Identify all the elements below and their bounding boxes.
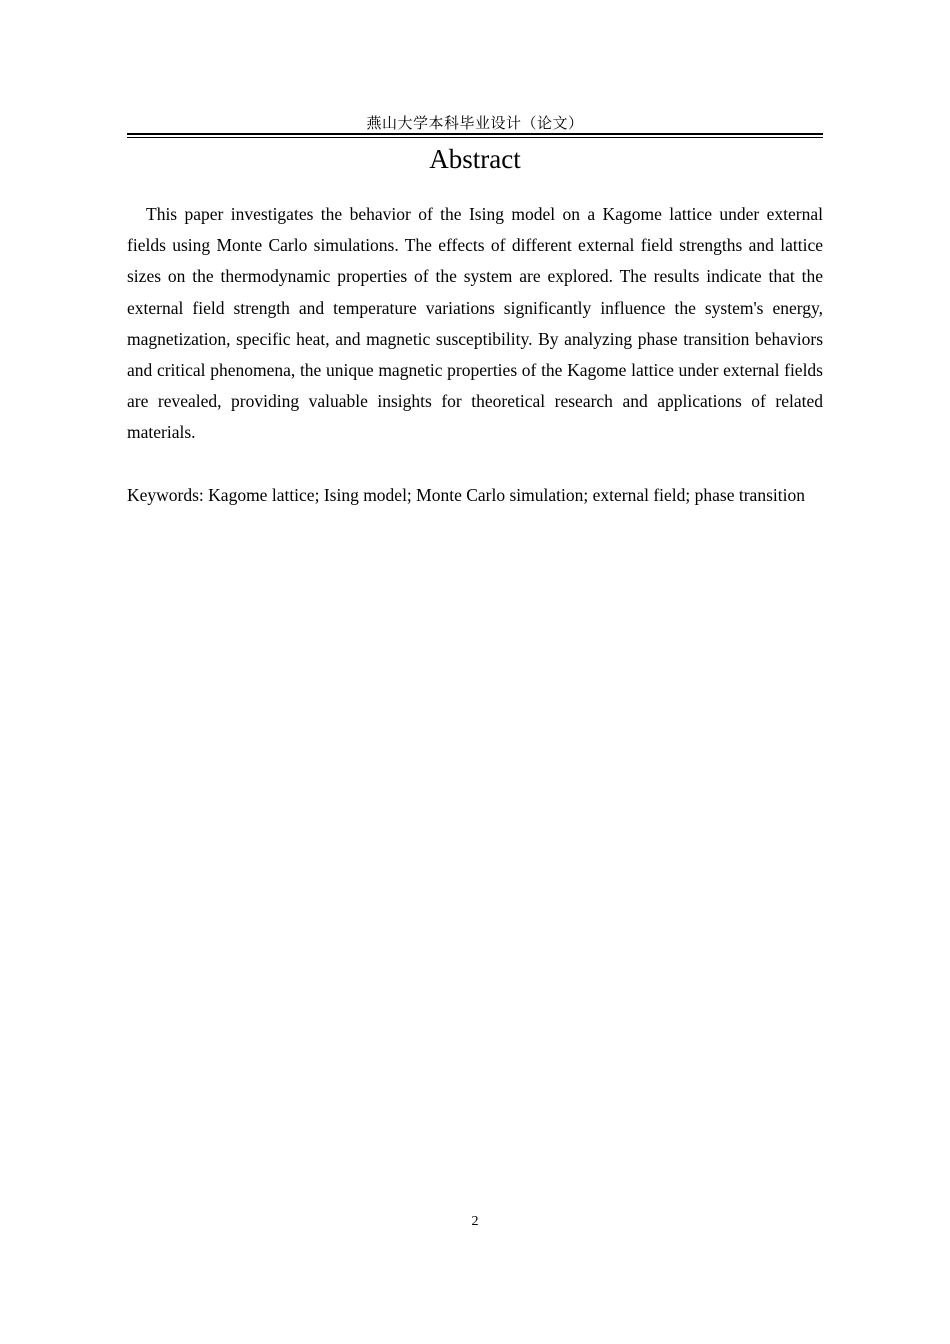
abstract-title: Abstract bbox=[429, 144, 521, 174]
header-rule-thick bbox=[127, 133, 823, 135]
page-number: 2 bbox=[471, 1214, 479, 1229]
keywords-line: Keywords: Kagome lattice; Ising model; Monte Carlo simulation; external field; phase transition bbox=[127, 485, 805, 505]
running-header: 燕山大学本科毕业设计（论文） bbox=[366, 114, 584, 132]
abstract-body: This paper investigates the behavior of the Ising model on a Kagome lattice under external fields using Monte Carlo simulations. The effects of different external field strengths and lattice sizes on the thermodynamic properties of the system are explored. The results indicate that the external field strength and temperature variations significantly influence the system's energy, magnetization, specific heat, and magnetic susceptibility. By analyzing phase transition behaviors and critical phenomena, the unique magnetic properties of the Kagome lattice under external fields are revealed, providing valuable insights for theoretical research and applications of related materials. bbox=[127, 204, 823, 443]
header-rule-thin bbox=[127, 137, 823, 138]
